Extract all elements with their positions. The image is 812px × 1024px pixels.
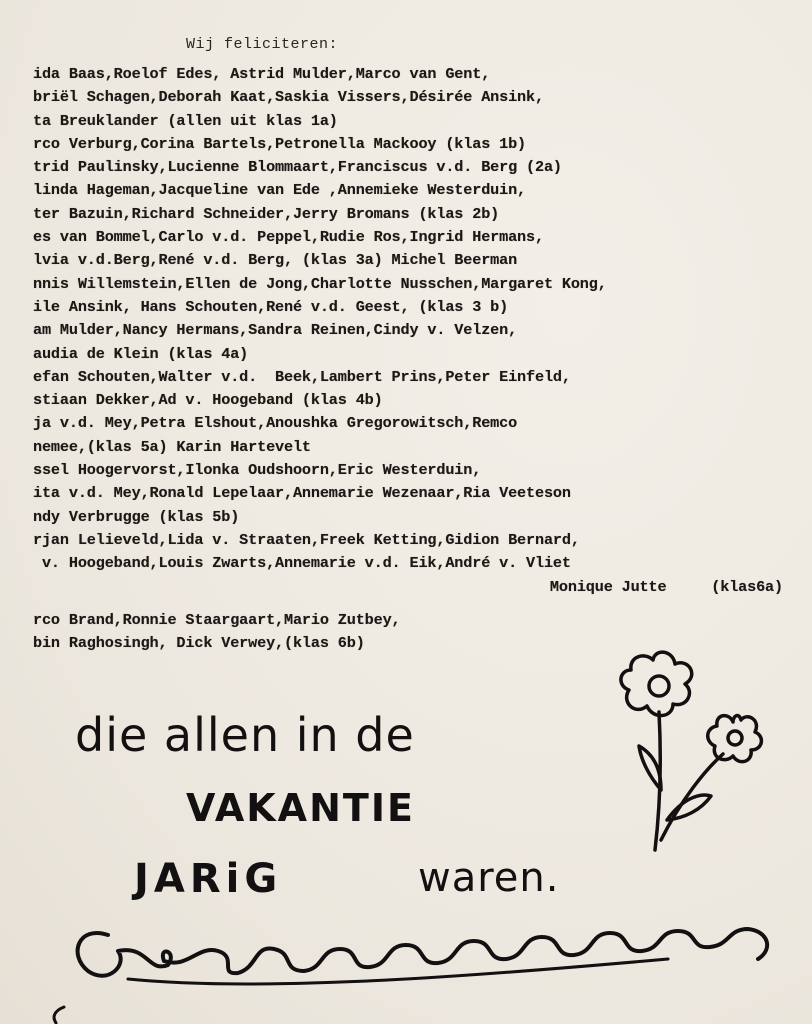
list-line: nemee,(klas 5a) Karin Hartevelt (33, 437, 311, 456)
wave-scroll-drawing-icon (68, 915, 788, 995)
list-line: ter Bazuin,Richard Schneider,Jerry Bromans (klas 2b) (33, 204, 500, 223)
names-list (33, 63, 803, 655)
list-line: ile Ansink, Hans Schouten,René v.d. Geest, (klas 3 b) (33, 297, 509, 316)
handwritten-jarig: JARiG (134, 856, 283, 902)
flower-drawing-icon (615, 650, 785, 865)
heading: Wij feliciteren: (186, 36, 339, 53)
handwritten-line-1: die allen in de (75, 708, 415, 762)
list-line: trid Paulinsky,Lucienne Blommaart,Franciscus v.d. Berg (2a) (33, 158, 562, 177)
list-line: Monique Jutte (klas6a) (549, 577, 783, 596)
list-line: ssel Hoogervorst,Ilonka Oudshoorn,Eric Westerduin, (33, 461, 482, 480)
list-line: es van Bommel,Carlo v.d. Peppel,Rudie Ros,Ingrid Hermans, (33, 228, 544, 247)
list-line: nnis Willemstein,Ellen de Jong,Charlotte Nusschen,Margaret Kong, (33, 274, 607, 293)
list-line: audia de Klein (klas 4a) (33, 344, 249, 363)
list-line: ita v.d. Mey,Ronald Lepelaar,Annemarie Wezenaar,Ria Veeteson (33, 484, 571, 503)
list-line: ja v.d. Mey,Petra Elshout,Anoushka Gregorowitsch,Remco (33, 414, 518, 433)
list-line: v. Hoogeband,Louis Zwarts,Annemarie v.d. Eik,André v. Vliet (33, 554, 571, 573)
list-line: rco Verburg,Corina Bartels,Petronella Mackooy (klas 1b) (33, 134, 527, 153)
list-gap (33, 599, 803, 609)
pen-mark-icon (44, 1005, 74, 1024)
list-line: rco Brand,Ronnie Staargaart,Mario Zutbey, (33, 610, 401, 629)
list-line: linda Hageman,Jacqueline van Ede ,Annemieke Westerduin, (33, 181, 527, 200)
list-line: bin Raghosingh, Dick Verwey,(klas 6b) (33, 634, 365, 653)
list-line: efan Schouten,Walter v.d. Beek,Lambert Prins,Peter Einfeld, (33, 367, 571, 386)
list-line: rjan Lelieveld,Lida v. Straaten,Freek Ketting,Gidion Bernard, (33, 530, 580, 549)
list-line: briël Schagen,Deborah Kaat,Saskia Vissers,Désirée Ansink, (33, 88, 544, 107)
list-line: ta Breuklander (allen uit klas 1a) (33, 111, 338, 130)
list-line: ida Baas,Roelof Edes, Astrid Mulder,Marco van Gent, (33, 65, 491, 83)
handwritten-waren: waren. (418, 855, 560, 901)
handwritten-vakantie: VAKANTIE (186, 786, 415, 830)
list-line: lvia v.d.Berg,René v.d. Berg, (klas 3a) Michel Beerman (33, 251, 518, 270)
list-line: stiaan Dekker,Ad v. Hoogeband (klas 4b) (33, 391, 383, 410)
list-line: ndy Verbrugge (klas 5b) (33, 507, 240, 526)
list-line: am Mulder,Nancy Hermans,Sandra Reinen,Cindy v. Velzen, (33, 321, 518, 340)
